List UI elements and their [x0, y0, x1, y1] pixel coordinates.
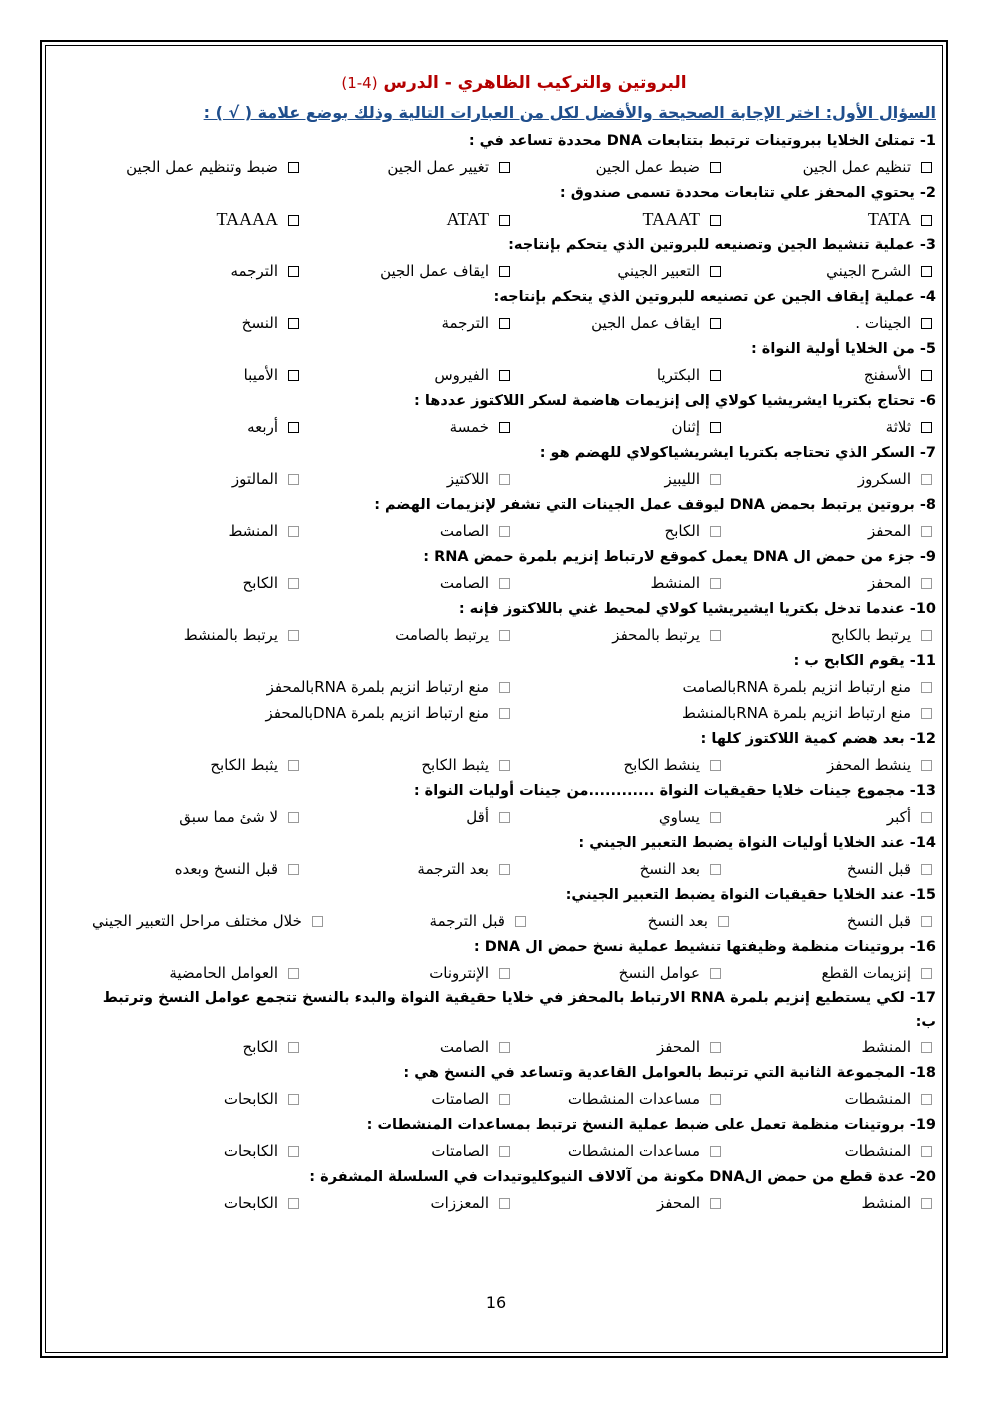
option-q19-2[interactable]: [514, 1138, 725, 1164]
option-q4-3[interactable]: [303, 310, 514, 336]
options-row: [92, 154, 936, 180]
option-label: يثبط الكابح: [210, 756, 278, 774]
option-label: الليبيز: [664, 470, 700, 488]
option-q5-3[interactable]: [303, 362, 514, 388]
option-label: إثنان: [671, 418, 700, 436]
option-q13-3[interactable]: [303, 804, 514, 830]
option-q11-3[interactable]: [514, 700, 936, 726]
checkbox-icon[interactable]: [288, 474, 299, 485]
option-q14-3[interactable]: [303, 856, 514, 882]
checkbox-icon[interactable]: [921, 215, 932, 226]
checkbox-icon[interactable]: [499, 162, 510, 173]
option-label: الكابح: [242, 1038, 278, 1056]
checkbox-icon[interactable]: [921, 422, 932, 433]
option-q7-2[interactable]: [514, 466, 725, 492]
checkbox-icon[interactable]: [288, 266, 299, 277]
option-q18-1[interactable]: [725, 1086, 936, 1112]
option-label: يساوي: [658, 808, 700, 826]
options-row: [92, 258, 936, 284]
option-q10-2[interactable]: [514, 622, 725, 648]
option-label: السكروز: [857, 470, 911, 488]
checkbox-icon[interactable]: [710, 1094, 721, 1105]
option-q1-1[interactable]: [725, 154, 936, 180]
checkbox-icon[interactable]: [710, 422, 721, 433]
option-q1-3[interactable]: [303, 154, 514, 180]
checkbox-icon[interactable]: [710, 1042, 721, 1053]
option-q11-2[interactable]: [92, 674, 514, 700]
checkbox-icon[interactable]: [499, 760, 510, 771]
option-label: الفيروس: [434, 366, 489, 384]
option-q19-4[interactable]: [92, 1138, 303, 1164]
option-label: المحفز: [868, 522, 911, 540]
option-label: الصامت: [439, 1038, 489, 1056]
checkbox-icon[interactable]: [499, 266, 510, 277]
option-label: النسخ: [241, 314, 278, 332]
option-q6-2[interactable]: [514, 414, 725, 440]
option-label: ايقاف عمل الجين: [380, 262, 489, 280]
checkbox-icon[interactable]: [921, 968, 932, 979]
checkbox-icon[interactable]: [288, 760, 299, 771]
options-row: [92, 570, 936, 596]
checkbox-icon[interactable]: [921, 526, 932, 537]
option-label: الصامتات: [431, 1090, 489, 1108]
option-q7-1[interactable]: [725, 466, 936, 492]
option-q6-3[interactable]: [303, 414, 514, 440]
checkbox-icon[interactable]: [499, 215, 510, 226]
option-q5-1[interactable]: [725, 362, 936, 388]
option-label: العوامل الحامضية: [169, 964, 278, 982]
checkbox-icon[interactable]: [921, 812, 932, 823]
checkbox-icon[interactable]: [288, 1198, 299, 1209]
options-row: [92, 752, 936, 778]
option-q16-4[interactable]: [92, 960, 303, 986]
checkbox-icon[interactable]: [499, 1042, 510, 1053]
checkbox-icon[interactable]: [288, 215, 299, 226]
page-number: 16: [485, 1293, 507, 1312]
option-label: ينشط المحفز: [826, 756, 911, 774]
option-q9-3[interactable]: [303, 570, 514, 596]
checkbox-icon[interactable]: [515, 916, 526, 927]
checkbox-icon[interactable]: [710, 526, 721, 537]
option-q8-2[interactable]: [514, 518, 725, 544]
checkbox-icon[interactable]: [499, 864, 510, 875]
option-label: تغيير عمل الجين: [387, 158, 489, 176]
option-label: يرتبط بالمحفز: [612, 626, 700, 644]
checkbox-icon[interactable]: [921, 318, 932, 329]
option-label: منع ارتباط انزيم بلمرة RNAبالمحفز: [266, 678, 489, 696]
option-q16-1[interactable]: [725, 960, 936, 986]
options-row: [92, 1138, 936, 1164]
checkbox-icon[interactable]: [710, 630, 721, 641]
option-q2-3[interactable]: [303, 206, 514, 232]
question-17: 17- لكي يستطيع إنزيم بلمرة RNA الارتباط بالمحفز في خلايا حقيقية النواة والبدء بالنسخ تتجمع عوامل النسخ وترتبط ب:: [102, 990, 936, 1030]
checkbox-icon[interactable]: [921, 162, 932, 173]
checkbox-icon[interactable]: [710, 968, 721, 979]
question-14: 14- عند الخلايا أوليات النواة يضبط التعبير الجيني :: [578, 835, 936, 851]
checkbox-icon[interactable]: [288, 968, 299, 979]
checkbox-icon[interactable]: [288, 812, 299, 823]
option-label: بعد النسخ: [639, 860, 700, 878]
option-label: المحفز: [868, 574, 911, 592]
checkbox-icon[interactable]: [499, 1094, 510, 1105]
options-row: [92, 414, 936, 440]
option-label: قبل النسخ وبعده: [174, 860, 278, 878]
checkbox-icon[interactable]: [499, 968, 510, 979]
option-label: قبل النسخ: [846, 912, 911, 930]
options-row: [92, 206, 936, 232]
section-heading: السؤال الأول: اختر الإجابة الصحيحة والأفضل لكل من العبارات التالية وذلك بوضع علامة ( √ ) :: [203, 103, 936, 122]
option-q2-1[interactable]: [725, 206, 936, 232]
option-q2-4[interactable]: [92, 206, 303, 232]
option-q6-4[interactable]: [92, 414, 303, 440]
options-row: [92, 1086, 936, 1112]
checkbox-icon[interactable]: [499, 682, 510, 693]
option-label: يرتبط بالكابح: [830, 626, 911, 644]
option-q1-2[interactable]: [514, 154, 725, 180]
checkbox-icon[interactable]: [499, 1146, 510, 1157]
option-q18-3[interactable]: [303, 1086, 514, 1112]
question-13: 13- مجموع جينات خلايا حقيقيات النواة ............من جينات أوليات النواة :: [413, 783, 936, 799]
checkbox-icon[interactable]: [710, 474, 721, 485]
checkbox-icon[interactable]: [710, 1146, 721, 1157]
title-text: البروتين والتركيب الظاهري - الدرس: [383, 73, 687, 93]
option-label: ضبط وتنظيم عمل الجين: [126, 158, 278, 176]
checkbox-icon[interactable]: [921, 708, 932, 719]
checkbox-icon[interactable]: [710, 215, 721, 226]
question-8: 8- بروتين يرتبط بحمض DNA ليوقف عمل الجينات التي تشفر لإنزيمات الهضم :: [374, 497, 936, 513]
checkbox-icon[interactable]: [718, 916, 729, 927]
option-label: أربعه: [247, 418, 278, 436]
question-11: 11- يقوم الكابح ب :: [793, 653, 936, 669]
checkbox-icon[interactable]: [921, 578, 932, 589]
checkbox-icon[interactable]: [499, 708, 510, 719]
question-2: 2- يحتوي المحفز علي تتابعات محددة تسمى صندوق :: [559, 185, 936, 201]
option-label: المنشط: [650, 574, 700, 592]
checkbox-icon[interactable]: [710, 370, 721, 381]
option-label: المنشط: [861, 1038, 911, 1056]
option-q11-4[interactable]: [92, 700, 514, 726]
option-q16-3[interactable]: [303, 960, 514, 986]
option-label: تنظيم عمل الجين: [802, 158, 911, 176]
page-title: [92, 68, 936, 98]
question-3: 3- عملية تنشيط الجين وتصنيعه للبروتين الذي يتحكم بإنتاجه:: [508, 237, 936, 253]
checkbox-icon[interactable]: [921, 266, 932, 277]
option-label: خمسة: [449, 418, 489, 436]
option-label: المنشطات: [844, 1142, 911, 1160]
question-15: 15- عند الخلايا حقيقيات النواة يضبط التعبير الجيني:: [565, 887, 936, 903]
option-q14-2[interactable]: [514, 856, 725, 882]
checkbox-icon[interactable]: [921, 760, 932, 771]
checkbox-icon[interactable]: [288, 1094, 299, 1105]
checkbox-icon[interactable]: [499, 526, 510, 537]
options-row: [92, 674, 936, 700]
options-row: [92, 622, 936, 648]
checkbox-icon[interactable]: [288, 630, 299, 641]
options-row: [92, 804, 936, 830]
option-q2-2[interactable]: [514, 206, 725, 232]
option-label: يرتبط بالصامت: [395, 626, 489, 644]
option-q8-3[interactable]: [303, 518, 514, 544]
option-label: قبل الترجمة: [429, 912, 505, 930]
checkbox-icon[interactable]: [288, 318, 299, 329]
question-9: 9- جزء من حمض ال DNA يعمل كموقع لارتباط إنزيم بلمرة حمض RNA :: [423, 549, 936, 565]
option-q12-3[interactable]: [303, 752, 514, 778]
question-list: [92, 128, 936, 1216]
checkbox-icon[interactable]: [499, 578, 510, 589]
options-row: [92, 856, 936, 882]
option-q10-3[interactable]: [303, 622, 514, 648]
option-q16-2[interactable]: [514, 960, 725, 986]
checkbox-icon[interactable]: [710, 318, 721, 329]
question-5: 5- من الخلايا أولية النواة :: [750, 341, 936, 357]
option-label: الإنترونات: [429, 964, 489, 982]
option-label: الشرح الجيني: [826, 262, 911, 280]
option-q18-4[interactable]: [92, 1086, 303, 1112]
option-label: الكابحات: [223, 1142, 278, 1160]
option-label: عوامل النسخ: [618, 964, 700, 982]
checkbox-icon[interactable]: [499, 1198, 510, 1209]
option-label: الكابحات: [223, 1194, 278, 1212]
option-label: الكابح: [664, 522, 700, 540]
checkbox-icon[interactable]: [288, 1042, 299, 1053]
option-q3-4[interactable]: [92, 258, 303, 284]
option-label: المالتوز: [231, 470, 278, 488]
option-label: المنشطات: [844, 1090, 911, 1108]
option-q17-4[interactable]: [92, 1034, 303, 1060]
checkbox-icon[interactable]: [710, 266, 721, 277]
option-q17-3[interactable]: [303, 1034, 514, 1060]
option-q3-2[interactable]: [514, 258, 725, 284]
option-q7-4[interactable]: [92, 466, 303, 492]
option-label: بعد النسخ: [647, 912, 708, 930]
options-row: [92, 310, 936, 336]
option-q7-3[interactable]: [303, 466, 514, 492]
option-label: يرتبط بالمنشط: [183, 626, 278, 644]
question-19: 19- بروتينات منظمة تعمل على ضبط عملية النسخ ترتبط بمساعدات المنشطات :: [366, 1117, 936, 1133]
option-label: ضبط عمل الجين: [595, 158, 700, 176]
checkbox-icon[interactable]: [288, 526, 299, 537]
option-label: أقل: [466, 808, 489, 826]
option-q5-2[interactable]: [514, 362, 725, 388]
option-label: ينشط الكابح: [623, 756, 700, 774]
options-row: [92, 1034, 936, 1060]
option-label: إنزيمات القطع: [821, 964, 911, 982]
option-q15-2[interactable]: [530, 908, 733, 934]
checkbox-icon[interactable]: [921, 630, 932, 641]
question-18: 18- المجموعة الثانية التي ترتبط بالعوامل القاعدية وتساعد في النسخ هي :: [403, 1065, 936, 1081]
option-label: الترجمة: [441, 314, 489, 332]
checkbox-icon[interactable]: [288, 1146, 299, 1157]
checkbox-icon[interactable]: [921, 474, 932, 485]
option-q11-1[interactable]: [514, 674, 936, 700]
checkbox-icon[interactable]: [499, 630, 510, 641]
options-row: [92, 466, 936, 492]
checkbox-icon[interactable]: [921, 864, 932, 875]
option-q18-2[interactable]: [514, 1086, 725, 1112]
options-row: [92, 1190, 936, 1216]
option-q20-3[interactable]: [303, 1190, 514, 1216]
checkbox-icon[interactable]: [921, 682, 932, 693]
option-label: المحفز: [657, 1194, 700, 1212]
option-q6-1[interactable]: [725, 414, 936, 440]
option-label: المعززات: [430, 1194, 489, 1212]
option-q19-3[interactable]: [303, 1138, 514, 1164]
option-q19-1[interactable]: [725, 1138, 936, 1164]
option-q8-1[interactable]: [725, 518, 936, 544]
checkbox-icon[interactable]: [499, 812, 510, 823]
checkbox-icon[interactable]: [710, 1198, 721, 1209]
option-label: الأسفنج: [863, 366, 911, 384]
checkbox-icon[interactable]: [499, 474, 510, 485]
option-label: منع ارتباط انزيم بلمرة RNAبالمنشط: [682, 704, 911, 722]
checkbox-icon[interactable]: [288, 864, 299, 875]
option-q20-2[interactable]: [514, 1190, 725, 1216]
option-label: الصامت: [439, 574, 489, 592]
option-label: الكابحات: [223, 1090, 278, 1108]
checkbox-icon[interactable]: [710, 812, 721, 823]
checkbox-icon[interactable]: [710, 864, 721, 875]
question-4: 4- عملية إيقاف الجين عن تصنيعه للبروتين الذي يتحكم بإنتاجه:: [493, 289, 936, 305]
checkbox-icon[interactable]: [710, 760, 721, 771]
question-12: 12- بعد هضم كمية اللاكتوز كلها :: [700, 731, 936, 747]
option-label: الكابح: [242, 574, 278, 592]
checkbox-icon[interactable]: [710, 578, 721, 589]
option-q8-4[interactable]: [92, 518, 303, 544]
lesson-number: (4-1): [341, 74, 378, 92]
option-label: قبل النسخ: [846, 860, 911, 878]
option-label: ثلاثة: [885, 418, 911, 436]
option-q13-1[interactable]: [725, 804, 936, 830]
option-label: اللاكتيز: [446, 470, 489, 488]
option-q14-4[interactable]: [92, 856, 303, 882]
checkbox-icon[interactable]: [921, 1146, 932, 1157]
option-label: TATA: [867, 209, 911, 229]
option-q4-2[interactable]: [514, 310, 725, 336]
checkbox-icon[interactable]: [499, 370, 510, 381]
question-1: 1- تمتلئ الخلايا ببروتينات ترتبط بتتابعات DNA محددة تساعد في :: [468, 133, 936, 149]
option-label: ATAT: [446, 209, 489, 229]
option-q4-4[interactable]: [92, 310, 303, 336]
option-label: لا شئ مما سبق: [179, 808, 278, 826]
checkbox-icon[interactable]: [499, 422, 510, 433]
option-label: TAAAA: [216, 209, 278, 229]
options-row: [92, 960, 936, 986]
option-q9-1[interactable]: [725, 570, 936, 596]
options-row: [92, 908, 936, 934]
option-label: التعبير الجيني: [617, 262, 700, 280]
checkbox-icon[interactable]: [288, 422, 299, 433]
question-10: 10- عندما تدخل بكتريا ايشيريشيا كولاي لمحيط غني باللاكتوز فإنه :: [458, 601, 936, 617]
worksheet: [92, 68, 936, 1216]
option-q13-4[interactable]: [92, 804, 303, 830]
option-q10-1[interactable]: [725, 622, 936, 648]
checkbox-icon[interactable]: [921, 1042, 932, 1053]
option-label: TAAAT: [642, 209, 700, 229]
checkbox-icon[interactable]: [710, 162, 721, 173]
option-label: أكبر: [886, 808, 911, 826]
option-q3-3[interactable]: [303, 258, 514, 284]
checkbox-icon[interactable]: [288, 162, 299, 173]
checkbox-icon[interactable]: [921, 1198, 932, 1209]
options-row: [92, 518, 936, 544]
option-label: المنشط: [861, 1194, 911, 1212]
option-q20-1[interactable]: [725, 1190, 936, 1216]
option-q14-1[interactable]: [725, 856, 936, 882]
option-label: ايقاف عمل الجين: [591, 314, 700, 332]
option-label: خلال مختلف مراحل التعبير الجيني: [92, 912, 302, 930]
option-label: بعد الترجمة: [417, 860, 489, 878]
option-q12-2[interactable]: [514, 752, 725, 778]
option-label: الترجمه: [230, 262, 278, 280]
option-q15-4[interactable]: [92, 908, 327, 934]
option-q4-1[interactable]: [725, 310, 936, 336]
option-q17-2[interactable]: [514, 1034, 725, 1060]
option-q3-1[interactable]: [725, 258, 936, 284]
option-q12-1[interactable]: [725, 752, 936, 778]
option-label: الصامت: [439, 522, 489, 540]
option-q5-4[interactable]: [92, 362, 303, 388]
option-label: الصامتات: [431, 1142, 489, 1160]
option-label: المحفز: [657, 1038, 700, 1056]
option-q10-4[interactable]: [92, 622, 303, 648]
option-q13-2[interactable]: [514, 804, 725, 830]
option-q15-1[interactable]: [733, 908, 936, 934]
option-q9-2[interactable]: [514, 570, 725, 596]
question-16: 16- بروتينات منظمة وظيفتها تنشيط عملية نسخ حمض ال DNA :: [473, 939, 936, 955]
option-q12-4[interactable]: [92, 752, 303, 778]
option-label: الجينات .: [855, 314, 911, 332]
option-label: البكتريا: [656, 366, 700, 384]
option-q17-1[interactable]: [725, 1034, 936, 1060]
checkbox-icon[interactable]: [288, 578, 299, 589]
question-7: 7- السكر الذي تحتاجه بكتريا ايشريشياكولاي للهضم هو :: [539, 445, 936, 461]
checkbox-icon[interactable]: [288, 370, 299, 381]
checkbox-icon[interactable]: [499, 318, 510, 329]
option-label: مساعدات المنشطات: [567, 1142, 700, 1160]
option-label: المنشط: [228, 522, 278, 540]
option-label: منع ارتباط انزيم بلمرة RNAبالصامت: [682, 678, 911, 696]
checkbox-icon[interactable]: [921, 1094, 932, 1105]
options-row: [92, 700, 936, 726]
options-row: [92, 362, 936, 388]
checkbox-icon[interactable]: [921, 916, 932, 927]
option-q9-4[interactable]: [92, 570, 303, 596]
question-20: 20- عدة قطع من حمض الDNA مكونة من آلالاف النيوكليوتيدات في السلسلة المشفرة :: [309, 1169, 936, 1185]
option-q15-3[interactable]: [327, 908, 530, 934]
option-q1-4[interactable]: [92, 154, 303, 180]
checkbox-icon[interactable]: [921, 370, 932, 381]
option-label: مساعدات المنشطات: [567, 1090, 700, 1108]
option-label: منع ارتباط انزيم بلمرة DNAبالمحفز: [265, 704, 489, 722]
question-6: 6- تحتاج بكتريا ايشريشيا كولاي إلى إنزيمات هاضمة لسكر اللاكتوز عددها :: [413, 393, 936, 409]
option-q20-4[interactable]: [92, 1190, 303, 1216]
checkbox-icon[interactable]: [312, 916, 323, 927]
option-label: الأميبا: [243, 366, 278, 384]
option-label: يثبط الكابح: [421, 756, 489, 774]
